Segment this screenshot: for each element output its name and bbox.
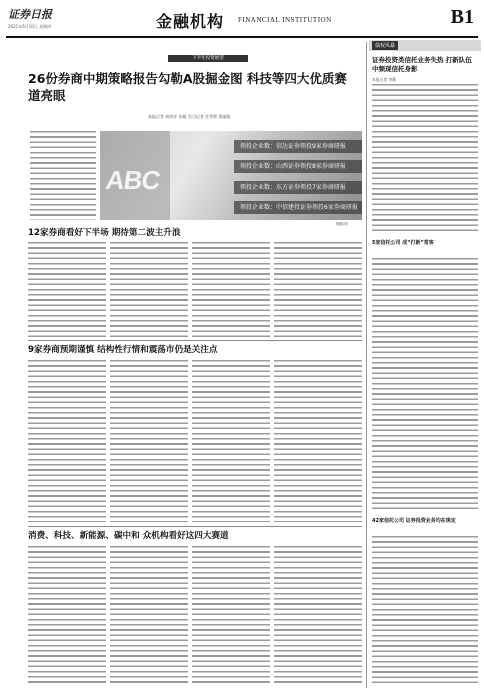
text-column [28,242,106,337]
topic-tag: 下半年投资展望 [168,55,248,62]
photo-letters: ABC [103,165,162,195]
text-column [192,242,270,337]
sidebar-brief-1-title: 5家信托公司 成“打新”常客 [372,240,434,246]
subhead-1: 12家券商看好下半场 期待第二波主升浪 [28,228,181,238]
text-column [28,360,106,522]
text-column [110,242,188,337]
text-column [110,360,188,522]
sidebar-header [369,40,481,51]
sidebar-brief-2-title: 42家信托公司 证券投资业务均在规定 [372,518,456,524]
page-number: B1 [450,6,474,28]
text-column [274,242,362,337]
section-title: 金融机构 [156,12,225,31]
divider [28,340,362,341]
rank-item: 领投企业数：东方证券领投7家券商研报 [234,181,362,194]
text-column [192,360,270,522]
text-column [274,546,362,686]
sidebar-text [372,536,478,686]
subhead-2: 9家券商预期谨慎 结构性行情和震荡市仍是关注点 [28,345,218,355]
dateline: 2021年6月10日 星期四 [8,24,52,29]
main-headline: 26份券商中期策略报告勾勒A股掘金图 科技等四大优质赛道亮眼 [28,71,347,103]
sidebar-headline: 证券投资类信托业务失热 打新队伍中频现信托身影 [372,56,472,73]
divider [28,526,362,527]
intro-text-block [30,131,96,220]
sidebar-byline: 本报记者 李颖 [372,77,396,82]
main-byline: 本报记者 周尚伃 张颖 见习记者 任世碧 贾丽聪 [148,114,231,119]
masthead [6,4,478,38]
illustration-photo [100,131,362,220]
subhead-3: 消费、科技、新能源、碳中和 众机构看好这四大赛道 [28,531,229,541]
sidebar-tag: 债权风暴 [372,41,398,50]
photo-credit: 魏健/制 [336,222,348,226]
text-column [28,546,106,686]
sidebar-text [372,258,478,513]
section-title-en: FINANCIAL INSTITUTION [238,16,332,24]
rank-item: 领投企业数：山西证券领投8家券商研报 [234,160,362,173]
text-column [110,546,188,686]
newspaper-logo: 证券日报 [8,8,52,21]
column-divider [366,42,367,688]
rank-item: 领投企业数：信达证券领投9家券商研报 [234,140,362,153]
text-column [192,546,270,686]
text-column [274,360,362,522]
rank-item: 领投企业数：中信建投证券领投6家券商研报 [234,201,362,214]
sidebar-text [372,84,478,234]
